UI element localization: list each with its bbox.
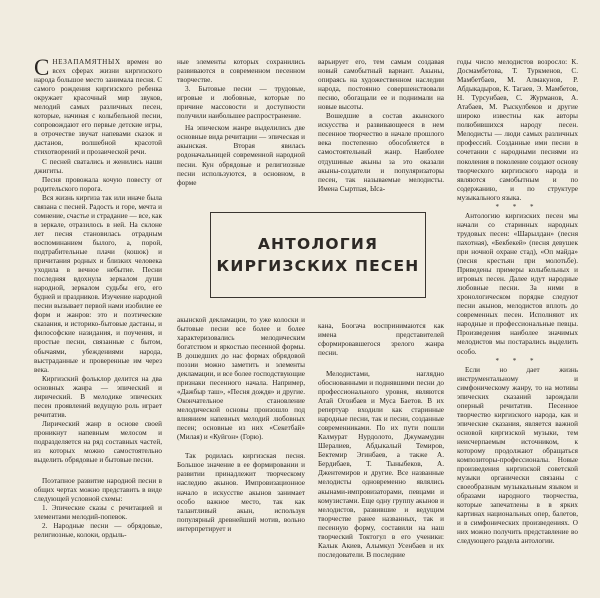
paragraph: Песня провожала кочую повесту от родительского порога. bbox=[34, 175, 162, 193]
paragraph: Если но дает жизнь инструментальному и симфоническому жанру, то на мотивы эпических сказаний зарождали оперный речитатив. Песенное творчество киргизского народа, как и эпические сказания, является важной основой киргизской музыки, тем неисчерпаемым источником, к которому продолжают обращаться композиторы-профессионалы. Новые произведения киргизской советской музыки органически связаны с своеобразным музыкальным языком и образами народного творчества, которые запечатлены в в ярких картинах национальных опер, балетов, и в симфонических произведениях. О них можно получить представление во следующего раздела антологии. bbox=[457, 365, 578, 546]
paragraph: Поэтапное развитие народной песни в общих чертах можно представить в виде следующей условной схемы: bbox=[34, 477, 162, 504]
paragraph: Антологию киргизских песен мы начали со старинных народных трудовых песен: «Шарылдан» (песня пахотная), «Бекбекей» (песня девушек при ночной охране стад), «Оп майда» (песня крестьян при молотьбе). Приведены примеры колыбельных и игровых песен. Далее идут народные любовные песни. За ними в хронологическом порядке следуют песни акынов, мелодистов вплоть до современных песен. Исполняют их народные и профессиональные певцы. Произведения наиболее значимых мелодистов мы постарались выделить особо. bbox=[457, 211, 578, 356]
paragraph: кана, Боогача воспринимаются как имена представителей сформировавшегося зрелого жанра песни. bbox=[318, 321, 444, 357]
title-box bbox=[210, 212, 426, 298]
lead-in: НЕЗАПАМЯТНЫХ bbox=[52, 58, 121, 66]
paragraph: варьирует его, тем самым создавая новый самобытный вариант. Акыны, опираясь на художественном наследии народа, постоянно совершенствовали песню, обогащали ее и поднимали на новые высоты. bbox=[318, 58, 444, 112]
paragraph: акынской декламации, то уже колоски и бытовые песни все более и более характеризовались мелодическим богатством и яркостью песенной формы. В дошедших до нас формах обрядовой поэзии можно заметить и элементы декламации, и все более господствующие признаки песенного начала. Например, «Дажбыр таш», «Песня дождя» и другие. Окончательное становление мелодической основы произошло под влиянием напевных мелодий любовных песен; основные из них «Секетбай» (Милая) и «Куйгон» (Горю). bbox=[177, 315, 305, 442]
paragraph: годы число мелодистов возросло: К. Досмамбетова, Т. Туркменов, С. Мамбетбаев, М. Алмакунов, Р. Абдыкадыров, К. Тагаев, Э. Мамбетов, Н. Турсунбаев, С. Журманов, А. Атабаев, М. Рыскулбеков и другие широко известны как авторы полюбившихся народу песен. Мелодисты — люди самых различных профессий. Созданные ими песни в сочетании с народными песнями из поколения в поколение создают основу творческого киргизского народа и являются самобытным и по содержанию, и по структуре музыкального языка. bbox=[457, 58, 578, 202]
title-line-2: КИРГИЗСКИХ ПЕСЕН bbox=[216, 257, 420, 275]
text-column-3 bbox=[318, 58, 444, 570]
paragraph: Лирический жанр в основе своей проникнут напевным мелосом и подразделяется на ряд составных частей, из которых можно самостоятельно выделить обрядовые и бытовые песни. bbox=[34, 419, 162, 465]
drop-cap: С bbox=[34, 58, 50, 80]
paragraph: На эпическом жанре выделились две основные вида речитации — эпическая и акынская. Вторая явилась родоначальницей современной народной песни. Кун обрядовые и религиозные песни используются, в основном, в форме bbox=[177, 124, 305, 187]
text-column-4 bbox=[457, 58, 578, 570]
section-divider: * * * bbox=[495, 202, 540, 211]
paragraph-intro: СНЕЗАПАМЯТНЫХ времен во всех сферах жизни киргизского народа большое место занимала песня. С самого рождения киргизского ребенка окружает красочный мир звуков, мелодий самых различных песен, которые, начиная с колыбельной песни, сопровождают его первые детские игры, в отрочестве звучат напевами сказок и дастанов, волшебной красотой стихотворений и прозаической речи. bbox=[34, 58, 162, 157]
paragraph: Киргизский фольклор делится на два основных жанра — эпический и лирический. В мелодике эпических песен проявлений ведущую роль играет речитатив. bbox=[34, 374, 162, 419]
paragraph: Вся жизнь киргиза так или иначе была связана с песней. Радость и горе, мечта и сомнение, счастье и страдание — все, как в зеркале, отразилось в ней. На склоне лет песня становилась отрадным воспоминанием былого, а, порой, подтрабительные плачи (кошок) и причитания родных и близких человека уходила в вечное небытие. Песни последняя вдохнула зеркалом души народной, зеркалом судьбы его, его будней и праздников. Изучение народной песни вызывает первой нами изобилие ее форм и жанров: это и поэтические сказания, и историко-бытовые дастаны, и философские назидания, и поучения, и простые песни, связанные с бытом, обычаями, убеждениями народа, выстраданные и проверенные им через века. bbox=[34, 193, 162, 374]
paragraph: 3. Бытовые песни — трудовые, игровые и любовные, которые по причине массовости и доступности получили наибольшее распространение. bbox=[177, 85, 305, 121]
paragraph: Вошедшие в состав акынского искусства и развивающееся в нем песенное творчество в начале прошлого века постепенно обособляется в самостоятельный жанр. Наиболее отдушиные акыны за это оказали акыны-создатели и популяризаторы песен, так называемые мелодисты. Имена Сыртпая, Ыса- bbox=[318, 112, 444, 193]
paragraph: Мелодистами, наглядно обоснованными и поднявшими песни до профессионального уровня, являются Атай Огонбаев и Муса Баетов. В их репертуар входили как старинные народные песни, так и песни, созданные современниками. По их пути пошли Калмурат Нурдолото, Джумамудин Шералиев, Абдыкалый Темиров, Бектемир Эгинбаев, а также А. Бердибаев, Т. Тыныбеков, А. Джентемиров и другие. Все названные мелодисты одновременно являлись акынами-импровизаторами, певцами и комузистами. Еще одну группу акынов и мелодистов, развившие и ведущим творчестве ранее названных, так и песенную форму, составили на наш творческий Токтогул в его ученики: Калык Акиев, Алымкул Усенбаев и их последователи. В последние bbox=[318, 369, 444, 559]
paragraph: Так родилась киргизская песня. Большое значение в ее формировании и развитии принадлежит творческому наследию акынов. Импровизационное начало в искусстве акынов занимает особо важное место, так как талантливый акын, используя популярный древнейший мотив, вольно интерпретирует и bbox=[177, 452, 305, 533]
text-column-2 bbox=[177, 58, 305, 570]
section-divider: * * * bbox=[495, 356, 540, 365]
text-column-1 bbox=[34, 58, 162, 570]
paragraph: 2. Народные песни — обрядовые, религиозные, колоки, ордыль- bbox=[34, 522, 162, 540]
title-line-1: АНТОЛОГИЯ bbox=[257, 235, 379, 253]
paragraph: С песней сватались и женились наши джигиты. bbox=[34, 157, 162, 175]
paragraph: ные элементы которых сохранились развиваются в современном песенном творчестве. bbox=[177, 58, 305, 85]
paragraph: 1. Эпические сказы с речитацией и элементами мелодий-попевок. bbox=[34, 504, 162, 522]
